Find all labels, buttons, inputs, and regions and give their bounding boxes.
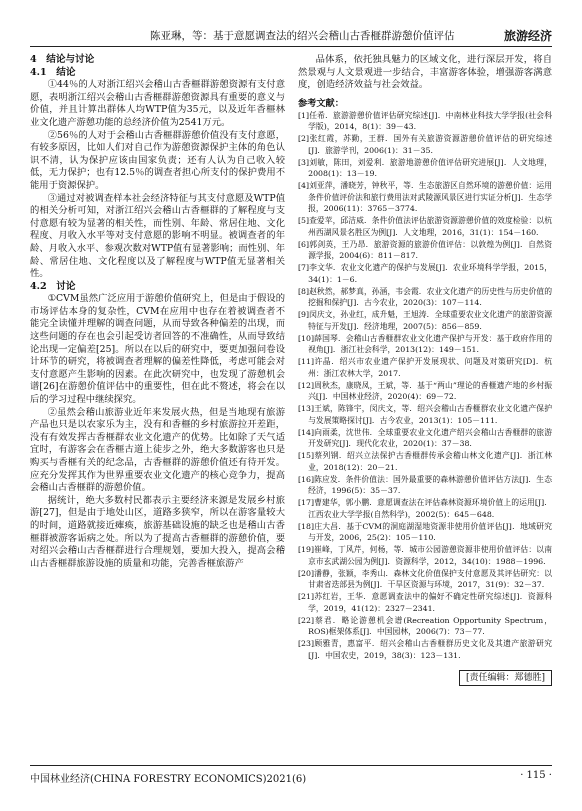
reference-item: [12]周秋杰，康晓凤，王斌，等．基于“两山”理论的香榧遗产地的乡村振兴[J]．中国林业经济，2020(4)：69－72. — [298, 380, 552, 402]
continued-paragraph: 品体系，依托独具魅力的区域文化，进行深层开发，将自然景观与人文景观进一步结合，丰富游客体验，增强游客满意度，创造经济效益与社会效益。 — [298, 54, 552, 91]
right-column — [298, 54, 552, 686]
reference-item: [11]许晶．绍兴市农业遗产保护开发展现状、问题及对策研究[D]．杭州：浙江农林大学，2017. — [298, 357, 552, 378]
references-list — [298, 110, 552, 662]
reference-item: [21]苏红岩，王华．意愿调查法中的偏好不确定性研究综述[J]．资源科学，2019，41(12)：2327－2341. — [298, 592, 552, 613]
section-heading: 4 结论与讨论 — [30, 54, 95, 65]
body-paragraph: 据统计，绝大多数村民都表示主要经济来源是发展乡村旅游[27]，但是由于地处山区，道路多狭窄，所以在游客量较大的时间，道路就接近瘫痪，旅游基础设施的缺乏也是稽山古香榧群被游客诟病之处。所以为了提高古香榧群的游憩价值，要对绍兴会稽山古香榧群进行合理规划，要加大投入，提高会稽山古香榧群旅游设施的质量和功能，完善香榧旅游产 — [30, 494, 285, 569]
body-paragraph: ②56％的人对于会稽山古香榧群游憩价值没有支付意愿，有较多原因，比如人们对自己作为游憩资源保护主体的角色认识不清，认为保护应该由国家负责；还有人认为自己收入较低，无力保护；也有12.5％的调查者担心所支付的保护费用不能用于资源保护。 — [30, 129, 285, 191]
body-paragraph: ①44％的人对浙江绍兴会稽山古香榧群游憩资源有支付意愿，表明浙江绍兴会稽山古香榧群游憩资源具有重要的意义与价值，并且计算出群体人均WTP值为35元，以及近年香榧林业文化遗产游憩功能的总经济价值为2541万元。 — [30, 79, 285, 128]
body-paragraph: ③通过对被调查样本社会经济特征与其支付意愿及WTP值的相关分析可知，对浙江绍兴会稽山古香榧群的了解程度与支付意愿有较为显著的相关性，而性别、年龄、常居住地、文化程度、月收入水平等对支付意愿的影响不明显。被调查者的年龄、月收入水平、参观次数对WTP值有显著影响；而性别、年龄、常居住地、文化程度以及了解程度与WTP值无显著相关性。 — [30, 192, 285, 280]
footer-rule — [30, 765, 552, 766]
section-heading: 4.2 讨论 — [30, 280, 76, 292]
editor-note: [责任编辑：郑德胜] — [459, 670, 552, 686]
reference-item: [19]崔峰，丁风芹，何杨，等．城市公园游憩资源非使用价值评估：以南京市玄武湖公园为例[J]．资源科学，2012，34(10)：1988－1996. — [298, 545, 552, 566]
footer-journal: 中国林业经济(CHINA FORESTRY ECONOMICS)2021(6) — [30, 774, 307, 785]
reference-item: [15]蔡列钢．绍兴立法保护古香榧群传承会稽山林文化遗产[J]．浙江林业，2018(12)：20－21. — [298, 451, 552, 472]
reference-item: [13]王斌，陈锋宇，闵庆文，等．绍兴会稽山古香榧群农业文化遗产保护与发展策略探讨[J]．古今农业，2013(1)：105－111. — [298, 404, 552, 425]
reference-item: [5]查爱苹，邱洁威．条件价值法评估旅游资源游憩价值的效度检验：以杭州西湖风景名胜区为例[J]．人文地理，2016，31(1)：154－160. — [298, 216, 552, 237]
reference-item: [2]张红霞，苏勤，王群．国外有关旅游资源游憩价值评估的研究综述[J]．旅游学刊，2006(1)：31－35. — [298, 134, 552, 155]
reference-item: [17]曹建华，郭小鹏．意愿调查法在评估森林资源环境价值上的运用[J]．江西农业大学学报(自然科学)，2002(5)：645－648. — [298, 498, 552, 519]
reference-item: [22]蔡君．略论游憩机会谱(Recreation Opportunity Spectrum，ROS)框架体系[J]．中国园林，2006(7)：73－77. — [298, 615, 552, 637]
running-title: 陈亚琳，等：基于意愿调查法的绍兴会稽山古香榧群游憩价值评估 — [150, 30, 455, 42]
reference-item: [16]陈应发．条件价值法：国外最重要的森林游憩价值评估方法[J]．生态经济，1996(5)：35－37. — [298, 474, 552, 496]
reference-item: [3]刘敏，陈田，刘爱利．旅游地游憩价值评估研究进展[J]．人文地理，2008(1)：13－19. — [298, 157, 552, 179]
left-column — [30, 54, 285, 570]
reference-item: [1]任希．旅游游憩价值评估研究综述[J]．中南林业科技大学学报(社会科学版)，2014，8(1)：39－43. — [298, 110, 552, 132]
running-header — [30, 26, 552, 46]
body-paragraph: ①CVM虽然广泛应用于游憩价值研究上，但是由于假设的市场评估本身的复杂性，CVM在应用中也存在着被调查者不能完全读懂并理解的调查问题，从而导致各种偏差的出现，而这些问题的存在也会引起受访者回答的不准确性，从而导致结论出现一定偏差[25]。所以在以后的研究中，要更加强问卷设计环节的研究，将被调查者理解的偏差性降低，考虑可能会对支付意愿产生影响的因素。在此次研究中，也发现了游憩机会谱[26]在游憩价值评估中的重要性，但在此不赘述，将会在以后的学习过程中继续探究。 — [30, 293, 285, 406]
reference-item: [20]潘静，张颖，李秀山．森林文化价值保护支付意愿及其评估研究：以甘肃省迭部县为例[J]．干旱区资源与环境，2017，31(9)：32－37. — [298, 568, 552, 590]
reference-item: [8]赵秋然，郝梦真，孙涵，韦会霞．农业文化遗产的历史性与历史价值的挖掘和保护[J]．古今农业，2020(3)：107－114. — [298, 286, 552, 308]
references-title: 参考文献： — [298, 97, 344, 109]
reference-item: [10]薛国琴．会稽山古香榧群农业文化遗产保护与开发：基于政府作用的视角[J]．浙江社会科学，2013(12)：149－151. — [298, 333, 552, 355]
reference-item: [6]郭剑英，王乃昂．旅游资源的旅游价值评估：以敦煌为例[J]．自然资源学报，2004(6)：811－817. — [298, 239, 552, 261]
body-paragraph: ②虽然会稽山旅游业近年来发展火热，但是当地现有旅游产品也只是以农家乐为主，没有和香榧的乡村旅游拉开差距，没有有效发挥古香榧群农业文化遗产的优势。比如除了天气适宜时，有游客会在香榧古道上徒步之外，绝大多数游客也只是购买与香榧有关的纪念品，古香榧群的游憩价值还有待开发。应充分发挥其作为世界重要农业文化遗产的核心竞争力，提高会稽山古香榧群的游憩价值。 — [30, 406, 285, 494]
header-rule — [30, 46, 552, 47]
page-number: · 115 · — [520, 770, 552, 781]
reference-item: [4]刘亚萍，潘晓芳，钟秋平，等．生态旅游区自然环境的游憩价值：运用条件价值评价法和旅行费用法对武陵源风景区进行实证分析[J]．生态学报，2006(11)：3765－3774. — [298, 181, 552, 214]
reference-item: [14]向雨柔，沈世伟．全球重要农业文化遗产绍兴会稽山古香榧群的旅游开发研究[J]．现代化农业，2020(1)：37－38. — [298, 427, 552, 449]
reference-item: [23]顾雅青，惠富平．绍兴会稽山古香榧群历史文化及其遗产旅游研究[J]．中国农史，2019，38(3)：123－131. — [298, 639, 552, 660]
section-label: 旅游经济 — [503, 29, 552, 43]
reference-item: [9]闵庆文，孙业红，成升魁，王旭涛．全球重要农业文化遗产的旅游资源特征与开发[J]．经济地理，2007(5)：856－859. — [298, 310, 552, 331]
section-heading: 4.1 结论 — [30, 66, 76, 78]
reference-item: [18]庄大昌．基于CVM的洞庭湖湿地资源非使用价值评估[J]．地域研究与开发，2006，25(2)：105－110. — [298, 521, 552, 543]
reference-item: [7]李文华．农业文化遗产的保护与发展[J]．农业环境科学学报，2015，34(1)：1－6. — [298, 263, 552, 284]
